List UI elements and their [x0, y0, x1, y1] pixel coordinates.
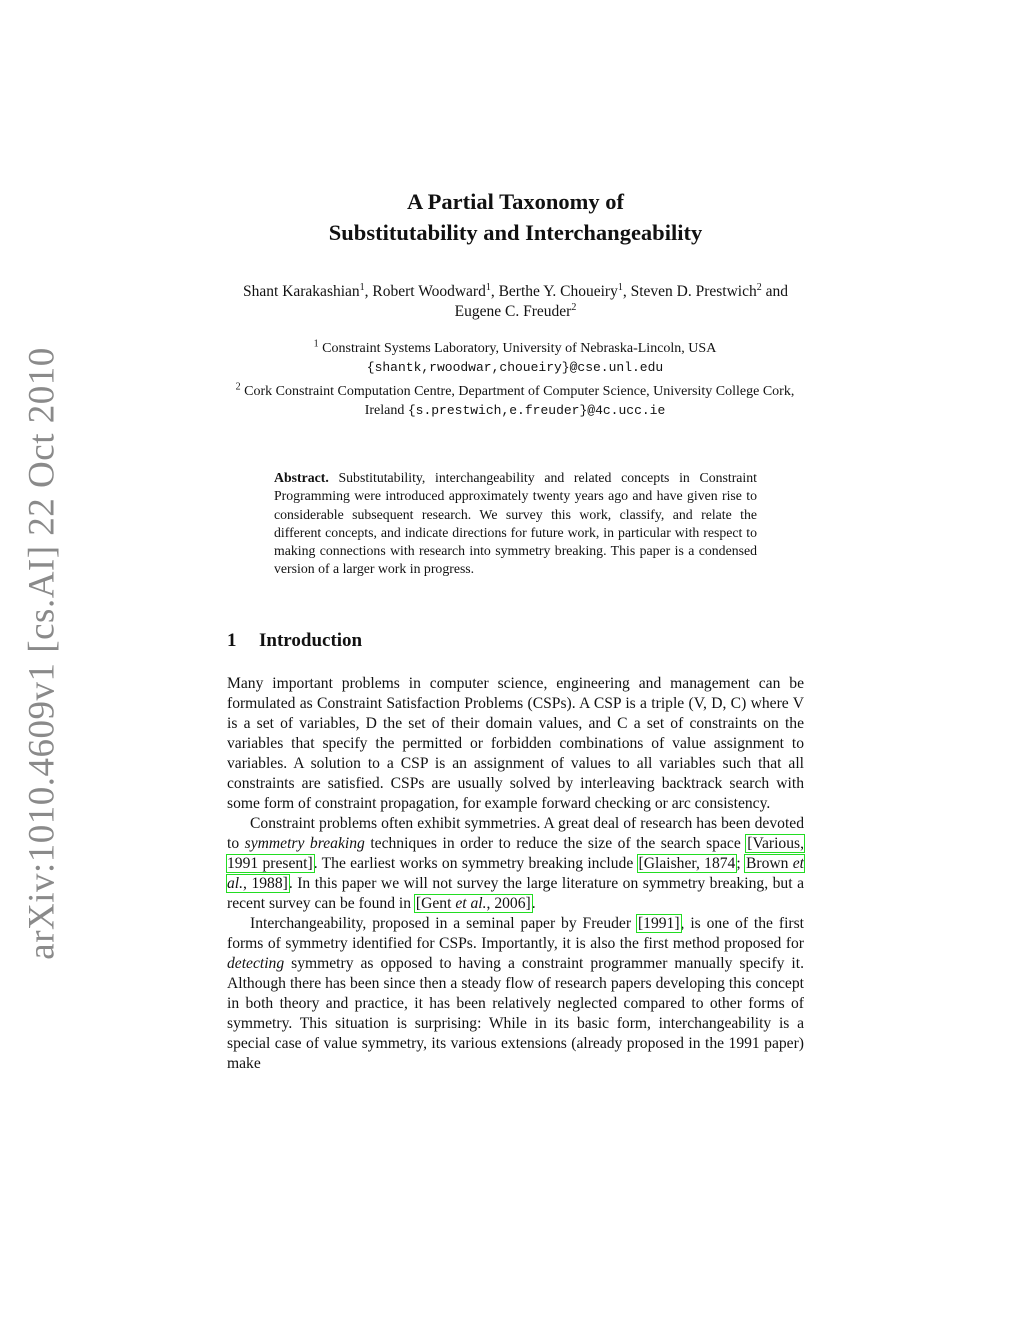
affiliation-2: $^2$ Cork Constraint Computation Centre, Department of Computer Science, University College Cork, Ireland {s.prestwich,e.freuder}@4c.ucc.ie: [235, 381, 795, 418]
affiliation-2-text: Cork Constraint Computation Centre, Department of Computer Science, University College Cork, Ireland: [244, 384, 795, 418]
p2-text-1: Constraint problems often exhibit symmetries. A great deal of research has been devoted to: [227, 815, 804, 852]
affiliation-2-email: {s.prestwich,e.freuder}@4c.ucc.ie: [407, 403, 666, 418]
citation-brown-etal: et al.: [227, 855, 804, 892]
paper-title: [227, 186, 804, 248]
paragraph-3: [227, 914, 804, 1074]
author-list: Shant Karakashian$^1$, Robert Woodward$^1$, Berthe Y. Choueiry$^1$, Steven D. Prestwich$^2$ and Eugene C. Freuder$^2$: [243, 281, 788, 320]
abstract-text: Substitutability, interchangeability and related concepts in Constraint Programming were introduced approximately twenty years ago and have given rise to considerable subsequent research. We survey this work, classify, and relate the different concepts, and indicate directions for future work, in particular with respect to making connections with research into symmetry breaking. This paper is a condensed version of a larger work in progress.: [274, 470, 757, 577]
p3-emphasis: detecting: [227, 955, 285, 972]
arxiv-stamp-text: arXiv:1010.4609v1 [cs.AI] 22 Oct 2010: [21, 347, 63, 960]
author-3: Berthe Y. Choueiry: [498, 283, 618, 300]
title-line-1: A Partial Taxonomy of: [407, 189, 624, 214]
title-line-2: Substitutability and Interchangeability: [328, 220, 703, 245]
citation-gent-text-2: , 2006]: [486, 895, 531, 912]
abstract-label: Abstract.: [274, 470, 329, 485]
paragraph-2: [227, 814, 804, 914]
body-text: [227, 674, 804, 1074]
p3-text-1: Interchangeability, proposed in a seminal paper by Freuder: [250, 915, 637, 932]
p2-text-5: .: [531, 895, 536, 912]
section-title: Introduction: [259, 630, 363, 651]
p3-text-3: symmetry as opposed to having a constraint programmer manually specify it. Although there has been since then a steady flow of research papers developing this concept in both theory and practice, it has been relatively neglected compared to other forms of symmetry. This situation is surprising: While in its basic form, interchangeability is a special case of value symmetry, its various extensions (already proposed in the 1991 paper) make: [227, 955, 804, 1072]
author-2: Robert Woodward: [372, 283, 486, 300]
author-1: Shant Karakashian: [243, 283, 360, 300]
abstract: [274, 469, 757, 579]
p2-emphasis: symmetry breaking: [244, 835, 365, 852]
p2-separator: ;: [736, 855, 745, 872]
author-4: Steven D. Prestwich: [630, 283, 757, 300]
affiliation-1: $^1$ Constraint Systems Laboratory, University of Nebraska-Lincoln, USA {shantk,rwoodwar,choueiry}@cse.unl.edu: [313, 338, 717, 375]
affiliation-1-text: Constraint Systems Laboratory, University of Nebraska-Lincoln, USA: [322, 341, 717, 356]
author-5: Eugene C. Freuder: [454, 303, 572, 320]
citation-glaisher-link[interactable]: [Glaisher, 1874: [638, 855, 736, 872]
citation-various-link[interactable]: [Various, 1991 present]: [227, 835, 804, 872]
arxiv-stamp: [14, 347, 70, 960]
and-word: and: [765, 283, 788, 300]
citation-gent-etal: et al.: [455, 895, 487, 912]
section-number: 1: [227, 630, 237, 651]
affiliation-1-email: {shantk,rwoodwar,choueiry}@cse.unl.edu: [366, 360, 664, 375]
p2-text-2: techniques in order to reduce the size of the search space: [364, 835, 747, 852]
paragraph-1: Many important problems in computer science, engineering and management can be formulated as Constraint Satisfaction Problems (CSPs). A CSP is a triple (V, D, C) where V is a set of variables, D the set of their domain values, and C a set of constraints on the variables that specify the permitted or forbidden combinations of value assignment to variables. A solution to a CSP is an assignment of values to all variables such that all constraints are satisfied. CSPs are usually solved by interleaving backtrack search with some form of constraint propagation, for example forward checking or arc consistency.: [227, 675, 804, 812]
citation-gent-link[interactable]: [415, 895, 532, 912]
citation-freuder-link[interactable]: [1991]: [637, 915, 680, 932]
citation-gent-text-1: [Gent: [415, 895, 456, 912]
p2-text-4: . In this paper we will not survey the large literature on symmetry breaking, but a recent survey can be found in: [227, 875, 804, 912]
section-heading: [227, 630, 362, 652]
p3-text-2: , is one of the first forms of symmetry identified for CSPs. Importantly, it is also the first method proposed for: [227, 915, 804, 952]
p2-text-3: . The earliest works on symmetry breaking include: [313, 855, 638, 872]
citation-brown-text-1: Brown: [745, 855, 793, 872]
citation-brown-text-2: , 1988]: [243, 875, 288, 892]
